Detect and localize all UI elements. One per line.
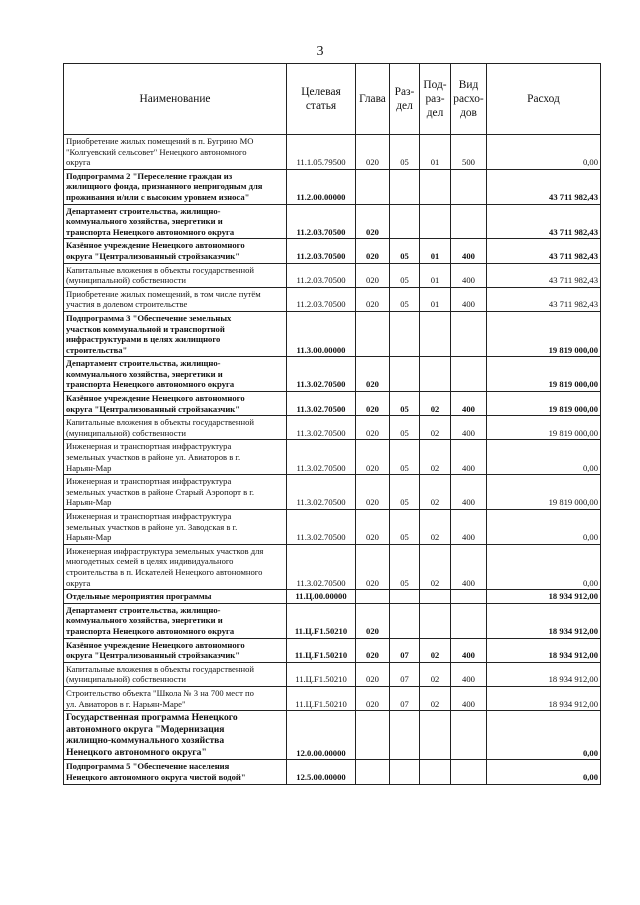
row-name-line: Инженерная и транспортная инфраструктура xyxy=(66,511,232,521)
row-name-line: (муниципальной) собственности xyxy=(66,275,186,286)
row-name-line: транспорта Ненецкого автономного округа xyxy=(66,379,235,390)
table-row xyxy=(64,440,601,475)
subsection-cell xyxy=(420,711,451,760)
row-name-line: "Колгуевский сельсовет" Ненецкого автономного xyxy=(66,146,247,157)
row-name-line: (муниципальной) собственности xyxy=(66,427,186,438)
row-name-line: Казённое учреждение Ненецкого автономного xyxy=(66,639,245,650)
row-name-cell xyxy=(64,711,287,760)
expense-type-cell: 400 xyxy=(451,544,487,589)
expense-type-cell: 400 xyxy=(451,287,487,311)
expense-type-cell: 400 xyxy=(451,440,487,475)
amount-cell: 0,00 xyxy=(487,760,601,784)
chapter-cell: 020 xyxy=(356,135,390,170)
table-row xyxy=(64,662,601,686)
row-name-cell xyxy=(64,239,287,263)
header-amount: Расход xyxy=(487,64,601,135)
target-cell: 11.3.02.70500 xyxy=(287,544,356,589)
target-cell: 11.3.02.70500 xyxy=(287,357,356,392)
row-name-line: Капитальные вложения в объекты государственной xyxy=(66,264,254,275)
row-name-line: округа "Централизованный стройзаказчик" xyxy=(66,403,241,414)
amount-cell: 19 819 000,00 xyxy=(487,475,601,510)
row-name-line: коммунального хозяйства, энергетики и xyxy=(66,216,223,227)
row-name-cell xyxy=(64,440,287,475)
expense-type-cell xyxy=(451,711,487,760)
expense-type-cell xyxy=(451,760,487,784)
row-name-line: многодетных семей в целях индивидуального xyxy=(66,556,234,567)
subsection-cell: 02 xyxy=(420,392,451,416)
row-name-line: Капитальные вложения в объекты государственной xyxy=(66,663,254,674)
row-name-cell xyxy=(64,760,287,784)
section-cell: 07 xyxy=(390,638,420,662)
section-cell xyxy=(390,204,420,239)
table-row xyxy=(64,638,601,662)
row-name-line: округа "Централизованный стройзаказчик" xyxy=(66,250,241,261)
amount-cell: 43 711 982,43 xyxy=(487,204,601,239)
row-name-cell xyxy=(64,287,287,311)
row-name-cell xyxy=(64,544,287,589)
header-subsection: Под- раз- дел xyxy=(420,64,451,135)
chapter-cell: 020 xyxy=(356,204,390,239)
section-cell xyxy=(390,711,420,760)
subsection-cell xyxy=(420,204,451,239)
header-target: Целевая статья xyxy=(287,64,356,135)
subsection-cell: 02 xyxy=(420,544,451,589)
subsection-cell xyxy=(420,603,451,638)
chapter-cell xyxy=(356,711,390,760)
target-cell: 11.2.03.70500 xyxy=(287,239,356,263)
row-name-cell xyxy=(64,392,287,416)
table-row xyxy=(64,204,601,239)
table-row xyxy=(64,416,601,440)
subsection-cell: 01 xyxy=(420,135,451,170)
target-cell: 11.3.02.70500 xyxy=(287,475,356,510)
amount-cell: 0,00 xyxy=(487,510,601,545)
target-cell: 11.3.00.00000 xyxy=(287,311,356,356)
row-name-line: участия в долевом строительстве xyxy=(66,299,188,310)
table-row xyxy=(64,475,601,510)
target-cell: 11.3.02.70500 xyxy=(287,440,356,475)
row-name-line: земельных участков в районе Старый Аэропорт в г. xyxy=(66,486,254,497)
row-name-cell xyxy=(64,357,287,392)
row-name-line: Казённое учреждение Ненецкого автономного xyxy=(66,240,245,251)
row-name-line: Инженерная и транспортная инфраструктура xyxy=(66,441,232,452)
target-cell: 11.3.02.70500 xyxy=(287,392,356,416)
row-name-line: инфраструктурами в целях жилищного xyxy=(66,334,221,345)
row-name-line: Капитальные вложения в объекты государственной xyxy=(66,417,254,428)
expense-type-cell xyxy=(451,357,487,392)
row-name-line: земельных участков в районе ул. Авиаторов в г. xyxy=(66,452,241,463)
row-name-line: Приобретение жилых помещений в п. Бугрино МО xyxy=(66,136,254,146)
subsection-cell: 02 xyxy=(420,416,451,440)
header-chapter: Глава xyxy=(356,64,390,135)
expense-type-cell: 400 xyxy=(451,638,487,662)
row-name-line: Отдельные мероприятия программы xyxy=(66,591,212,602)
row-name-cell xyxy=(64,169,287,204)
table-row xyxy=(64,263,601,287)
amount-cell: 43 711 982,43 xyxy=(487,263,601,287)
row-name-line: коммунального хозяйства, энергетики и xyxy=(66,615,223,626)
row-name-line: транспорта Ненецкого автономного округа xyxy=(66,226,235,237)
amount-cell: 43 711 982,43 xyxy=(487,169,601,204)
row-name-line: Казённое учреждение Ненецкого автономного xyxy=(66,393,245,404)
table-row xyxy=(64,311,601,356)
table-row xyxy=(64,357,601,392)
page-number: 3 xyxy=(316,44,324,59)
subsection-cell: 02 xyxy=(420,475,451,510)
chapter-cell: 020 xyxy=(356,475,390,510)
section-cell xyxy=(390,590,420,604)
amount-cell: 0,00 xyxy=(487,135,601,170)
subsection-cell: 01 xyxy=(420,239,451,263)
section-cell: 07 xyxy=(390,662,420,686)
row-name-line: Инженерная и транспортная инфраструктура xyxy=(66,476,232,487)
section-cell xyxy=(390,603,420,638)
row-name-line: Нарьян-Мар xyxy=(66,532,112,543)
chapter-cell: 020 xyxy=(356,544,390,589)
table-row xyxy=(64,392,601,416)
amount-cell: 18 934 912,00 xyxy=(487,590,601,604)
subsection-cell: 02 xyxy=(420,686,451,710)
row-name-line: участков коммунальной и транспортной xyxy=(66,323,225,334)
chapter-cell xyxy=(356,590,390,604)
amount-cell: 19 819 000,00 xyxy=(487,416,601,440)
row-name-cell xyxy=(64,638,287,662)
section-cell: 05 xyxy=(390,135,420,170)
section-cell xyxy=(390,760,420,784)
row-name-line: Департамент строительства, жилищно- xyxy=(66,205,221,216)
subsection-cell xyxy=(420,311,451,356)
target-cell: 12.0.00.00000 xyxy=(287,711,356,760)
row-name-cell xyxy=(64,686,287,710)
row-name-line: Подпрограмма 5 "Обеспечение населения xyxy=(66,761,230,772)
expense-type-cell: 500 xyxy=(451,135,487,170)
target-cell: 11.2.03.70500 xyxy=(287,204,356,239)
target-cell: 11.3.02.70500 xyxy=(287,510,356,545)
subsection-cell xyxy=(420,357,451,392)
amount-cell: 19 819 000,00 xyxy=(487,357,601,392)
target-cell: 11.2.03.70500 xyxy=(287,263,356,287)
chapter-cell: 020 xyxy=(356,416,390,440)
table-row xyxy=(64,135,601,170)
amount-cell: 18 934 912,00 xyxy=(487,686,601,710)
header-expense-type: Вид расхо- дов xyxy=(451,64,487,135)
section-cell: 05 xyxy=(390,239,420,263)
row-name-line: жилищно-коммунального хозяйства xyxy=(66,735,225,747)
table-row xyxy=(64,760,601,784)
amount-cell: 18 934 912,00 xyxy=(487,638,601,662)
chapter-cell: 020 xyxy=(356,662,390,686)
subsection-cell: 02 xyxy=(420,662,451,686)
expense-type-cell: 400 xyxy=(451,510,487,545)
expense-type-cell xyxy=(451,590,487,604)
row-name-line: округа "Централизованный стройзаказчик" xyxy=(66,650,241,661)
expense-type-cell xyxy=(451,169,487,204)
expense-type-cell: 400 xyxy=(451,263,487,287)
subsection-cell xyxy=(420,760,451,784)
row-name-line: Ненецкого автономного округа чистой водой" xyxy=(66,772,246,783)
row-name-line: Нарьян-Мар xyxy=(66,462,112,473)
subsection-cell: 01 xyxy=(420,287,451,311)
expense-type-cell xyxy=(451,311,487,356)
row-name-line: земельных участков в районе ул. Заводская в г. xyxy=(66,521,238,532)
table-row xyxy=(64,544,601,589)
row-name-line: жилищного фонда, признанного непригодным для xyxy=(66,181,263,192)
section-cell: 05 xyxy=(390,510,420,545)
row-name-line: коммунального хозяйства, энергетики и xyxy=(66,368,223,379)
expense-type-cell xyxy=(451,204,487,239)
section-cell xyxy=(390,357,420,392)
header-name: Наименование xyxy=(64,64,287,135)
section-cell xyxy=(390,311,420,356)
row-name-cell xyxy=(64,662,287,686)
subsection-cell xyxy=(420,169,451,204)
amount-cell: 18 934 912,00 xyxy=(487,662,601,686)
amount-cell: 19 819 000,00 xyxy=(487,311,601,356)
chapter-cell: 020 xyxy=(356,603,390,638)
target-cell: 11.Ц.F1.50210 xyxy=(287,686,356,710)
chapter-cell: 020 xyxy=(356,638,390,662)
subsection-cell: 02 xyxy=(420,638,451,662)
table-row xyxy=(64,239,601,263)
section-cell: 05 xyxy=(390,392,420,416)
subsection-cell: 01 xyxy=(420,263,451,287)
amount-cell: 0,00 xyxy=(487,711,601,760)
table-row xyxy=(64,287,601,311)
row-name-cell xyxy=(64,416,287,440)
section-cell: 05 xyxy=(390,263,420,287)
budget-table xyxy=(63,63,601,785)
table-row xyxy=(64,711,601,760)
header-row xyxy=(64,64,601,135)
header-section: Раз- дел xyxy=(390,64,420,135)
target-cell: 11.Ц.F1.50210 xyxy=(287,638,356,662)
chapter-cell: 020 xyxy=(356,686,390,710)
chapter-cell xyxy=(356,760,390,784)
row-name-line: округа xyxy=(66,157,91,168)
target-cell: 11.Ц.F1.50210 xyxy=(287,662,356,686)
row-name-line: (муниципальной) собственности xyxy=(66,674,186,685)
table-row xyxy=(64,686,601,710)
expense-type-cell xyxy=(451,603,487,638)
section-cell xyxy=(390,169,420,204)
chapter-cell: 020 xyxy=(356,287,390,311)
section-cell: 05 xyxy=(390,544,420,589)
row-name-cell xyxy=(64,603,287,638)
row-name-cell xyxy=(64,590,287,604)
table-row xyxy=(64,510,601,545)
target-cell: 12.5.00.00000 xyxy=(287,760,356,784)
amount-cell: 19 819 000,00 xyxy=(487,392,601,416)
subsection-cell: 02 xyxy=(420,510,451,545)
chapter-cell: 020 xyxy=(356,510,390,545)
subsection-cell: 02 xyxy=(420,440,451,475)
target-cell: 11.Ц.00.00000 xyxy=(287,590,356,604)
section-cell: 05 xyxy=(390,440,420,475)
target-cell: 11.1.05.79500 xyxy=(287,135,356,170)
row-name-line: Строительство объекта "Школа № 3 на 700 мест по xyxy=(66,687,254,698)
row-name-line: округа xyxy=(66,577,91,588)
section-cell: 05 xyxy=(390,475,420,510)
section-cell: 07 xyxy=(390,686,420,710)
table-row xyxy=(64,590,601,604)
row-name-cell xyxy=(64,263,287,287)
table-body xyxy=(64,135,601,785)
expense-type-cell: 400 xyxy=(451,686,487,710)
row-name-line: транспорта Ненецкого автономного округа xyxy=(66,625,235,636)
expense-type-cell: 400 xyxy=(451,662,487,686)
row-name-line: ул. Авиаторов в г. Нарьян-Маре" xyxy=(66,698,186,709)
chapter-cell: 020 xyxy=(356,239,390,263)
row-name-cell xyxy=(64,475,287,510)
chapter-cell: 020 xyxy=(356,440,390,475)
row-name-line: Нарьян-Мар xyxy=(66,497,112,508)
row-name-line: Департамент строительства, жилищно- xyxy=(66,358,221,369)
chapter-cell xyxy=(356,169,390,204)
section-cell: 05 xyxy=(390,416,420,440)
amount-cell: 0,00 xyxy=(487,440,601,475)
chapter-cell: 020 xyxy=(356,392,390,416)
row-name-line: Подпрограмма 2 "Переселение граждан из xyxy=(66,170,233,181)
chapter-cell: 020 xyxy=(356,263,390,287)
expense-type-cell: 400 xyxy=(451,392,487,416)
row-name-line: Ненецкого автономного округа" xyxy=(66,746,207,758)
row-name-cell xyxy=(64,311,287,356)
amount-cell: 0,00 xyxy=(487,544,601,589)
amount-cell: 43 711 982,43 xyxy=(487,287,601,311)
row-name-line: Департамент строительства, жилищно- xyxy=(66,604,221,615)
expense-type-cell: 400 xyxy=(451,475,487,510)
target-cell: 11.2.03.70500 xyxy=(287,287,356,311)
row-name-cell xyxy=(64,204,287,239)
expense-type-cell: 400 xyxy=(451,416,487,440)
target-cell: 11.Ц.F1.50210 xyxy=(287,603,356,638)
row-name-line: Государственная программа Ненецкого xyxy=(66,712,238,724)
chapter-cell: 020 xyxy=(356,357,390,392)
chapter-cell xyxy=(356,311,390,356)
expense-type-cell: 400 xyxy=(451,239,487,263)
row-name-line: Инженерная инфраструктура земельных участков для xyxy=(66,545,264,556)
row-name-line: строительства" xyxy=(66,344,128,355)
table-row xyxy=(64,603,601,638)
row-name-line: строительства в п. Искателей Ненецкого автономного xyxy=(66,566,263,577)
subsection-cell xyxy=(420,590,451,604)
row-name-line: проживания и/или с высоким уровнем износа" xyxy=(66,191,250,202)
target-cell: 11.3.02.70500 xyxy=(287,416,356,440)
row-name-line: Приобретение жилых помещений, в том числе путём xyxy=(66,288,261,299)
target-cell: 11.2.00.00000 xyxy=(287,169,356,204)
row-name-cell xyxy=(64,510,287,545)
amount-cell: 43 711 982,43 xyxy=(487,239,601,263)
row-name-cell xyxy=(64,135,287,170)
row-name-line: Подпрограмма 3 "Обеспечение земельных xyxy=(66,312,232,323)
table-row xyxy=(64,169,601,204)
section-cell: 05 xyxy=(390,287,420,311)
amount-cell: 18 934 912,00 xyxy=(487,603,601,638)
row-name-line: автономного округа "Модернизация xyxy=(66,723,225,735)
